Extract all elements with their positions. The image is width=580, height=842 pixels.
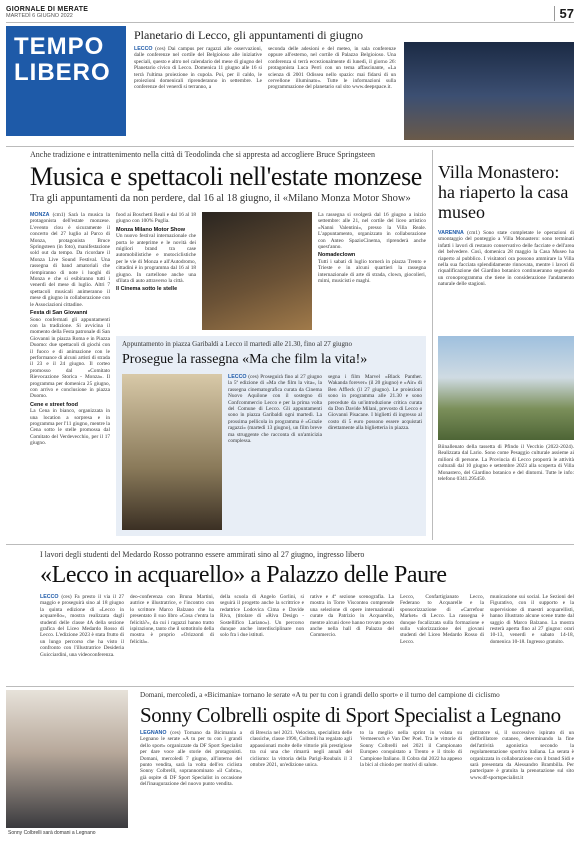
acquarello-col5: Lecco, Confartigianato Lecco, Federano to Acquarelle e la sponsorizzazione di «Carrefour Market» di Lecco. La rassegna è dunque focalizzata sulla formazione e sulla valorizzazione dei giovani studenti del Liceo Medardo Rosso di Lecco. — [400, 594, 484, 645]
acquarello-headline: «Lecco in acquarello» a Palazzo delle Paure — [40, 562, 447, 588]
cinema-poster — [122, 374, 222, 530]
cinema-kicker: LECCO — [228, 374, 247, 380]
cinema-strap: Appuntamento in piazza Garibaldi a Lecco il martedì alle 21.30, fino al 27 giugno — [122, 340, 352, 348]
acquarello-col3: della scuola di Angelo Gorlini, si seguirà il progetto anche la scrittrice e redattrice Lodovica Cima e Davide Riva, (titolare di «Riva Design - Sostellifico Lariano»). Un percorso dunque anche interdisciplinare non solo fra i due istituti. — [220, 594, 304, 639]
monza-col1 — [30, 212, 110, 532]
masthead-name: GIORNALE DI MERATE — [6, 6, 89, 13]
monza-sub-motor: Monza Milano Motor Show — [116, 226, 186, 233]
monza-text2: food ai Boschetti Reali e dal 16 al 18 giugno con 100% Puglia. — [116, 212, 196, 225]
cinema-text1: (ces) Proseguirà fino al 27 giugno la 5ª edizione di «Ma che film la vita», la rassegna cinematografica curata da Cinema Nuovo Aquilone con il sostegno di Confcommercio Lecco e per la prima volta del Comune di Lecco. Gli appuntamenti sono in piazza Garibaldi ogni martedì. La prossima pellicola in programma è «Grazie ragazzi» (martedì 13 giugno), un film breve ma struggente che racconta di un'amicizia complessa. — [228, 374, 322, 445]
acquarello-col6: municazione sui social. Le Sezioni del Figurativo, con il supporto e la supervisione di maestri acquarellisti, hanno illustrato alcune scene tratte dal saggio di Marco Balzano. La mostra resterà aperta fino al 27 giugno: orari 10-13, venerdì e sabato 14-18, domenica 10-18. Ingresso gratuito. — [490, 594, 574, 645]
masthead-date: MARTEDÌ 6 GIUGNO 2022 — [6, 13, 73, 19]
colbrelli-col2: di Brescia nel 2021. Velocista, specialista delle classiche, classe 1990, Colbrelli ha regalato agli appassionati molte delle vittorie più prestigiose tra cui una che rimarrà negli annali del ciclismo: la vittoria della Parigi-Roubaix il 3 ottobre 2021, un'edizione unica. — [250, 730, 352, 769]
villa-caption: Biinallenato della tassetta di Pfindo il Vecchio (2022-2024). Realizzata dal Lario. Sono come Pesaggio culturale assieme ai milioni di persone. La Provincia di Lecco proporrà le attività culturali dal 10 giugno e settembre 2023 alla scoperta di Villa Monastero, del Giardino botanico e del dintorni. Tutte le info: telefono 0341.295450. — [438, 444, 574, 483]
section-label-line1: TEMPO — [14, 33, 105, 60]
monza-text3: La rassegna si svolgerà dal 16 giugno a inizio settembre: alle 21, nel cortile del liceo artistico «Nanni Valentini», presso la Villa Reale. L'appuntamento, organizzato in collaborazione con Anteo SpazioCinema, riprenderà anche quest'anno. — [318, 212, 426, 251]
monza-text2b: Un nuovo festival internazionale che porta le anteprime e le novità dei migliori brand tra case automobilistiche e motociclistiche per le vie di Monza e all'Autodromo, cittadini è in programma dal 16 al 18 giugno. In cartellone anche una sfilata di auto attraverso la città. — [116, 233, 196, 285]
monza-col3 — [318, 212, 426, 332]
monza-text1: (cm1) Sarà la musica la protagonista dell'estate monzese. L'evento clou è sicuramente il concerto del 27 luglio al Parco di Monza, protagonista Bruce Springsteen (in foto), manifestazione sold out da tempo. Da ricordare il Monza Live Sound Festival. Una rassegna di band amatoriali che riempiranno di note i luoghi di Monza e che si esibiranno tutti i venerdì del mese di luglio. Altri 7 spettacoli musicali animeranno il mese di giugno in collaborazione con le Associazioni cittadine. — [30, 212, 110, 308]
monza-headline: Musica e spettacoli nell'estate monzese — [30, 162, 422, 191]
colbrelli-text1: (ces) Tornano da Bicimania a Legnano le serate «A tu per tu con i grandi dello sport» organizzate da DF Sport Specialist per dare voce alle storie dei protagonisti. Domani, mercoledì 7 giugno, all'interno del punto vendita, sarà la volta dell'ex ciclista Sonny Colbrelli, soprannominato «il Cobra», già ospite di DF Sport Specialist in occasione dell'inaugurazione del nuovo punto vendita. — [140, 730, 242, 788]
acquarello-strap: I lavori degli studenti del Medardo Rosso potranno essere ammirati sino al 27 giugno, ingresso libero — [40, 550, 365, 559]
villa-col — [438, 230, 574, 332]
cinema-col1 — [228, 374, 322, 532]
monza-text1c: La Cena in bianco, organizzata in una location a sorpresa e in programma per l'11 giugno, mentre la Cena sotto le stelle promossa dal Comitato del Verdevecchio, per il 17 giugno. — [30, 408, 110, 447]
monza-text3b: Tutti i sabati di luglio tornerà in piazza Trento e Trieste e in alcuni quartieri la rassegna internazionale di arte di strada, clown, giocolieri, mimi, musicisti e maghi. — [318, 258, 426, 285]
planetario-headline: Planetario di Lecco, gli appuntamenti di giugno — [134, 28, 363, 42]
cinema-headline: Prosegue la rassegna «Ma che film la vita!» — [122, 352, 368, 367]
section-rule-1 — [6, 146, 574, 147]
villa-photo — [438, 336, 574, 440]
villa-headline: Villa Monastero: ha riaperto la casa museo — [438, 162, 569, 222]
acquarello-col4: rative e 4ª sezione scenografia. La mostra in Torre Viscontea comprende una selezione di opere internazionali curate da Patrizio in Acquarello, mentre alcuni dove hanno trovato posto anche nella hall di Palazzo del Commercio. — [310, 594, 394, 639]
villa-kicker: VARENNA — [438, 230, 464, 236]
colbrelli-strap: Domani, mercoledì, a «Bicimania» tornano le serate «A tu per tu con i grandi dello sport» e il turno del campione di ciclismo — [140, 691, 500, 699]
colbrelli-col4: gistratore si, il successivo ispirato di un defibrillatore cutaneo, determinando la fine dell'attività agonistica secondo la regolamentazione sportiva italiana. La serata è organizzata in collaborazione con il brand Sidi e sarà presentata da Alessandro Brambilla. Per partecipare è gratuita la prenotazione sul sito www.df-sportspecialist.it — [470, 730, 574, 781]
planetario-text1: (ces) Dai campus per ragazzi alle osservazioni, dalle conferenze nel cortile del Belgioioso alle iniziative speciali, questo e altro nel calendario del mese di giugno del Planetario civico di Lecco. Domenica 11 giugno alle 16 si terrà l'ultima proiezione in cupola. Poi, per il caldo, le proiezioni domenicali riprenderanno in settembre. Le conferenze del venerdì si terranno, a — [134, 46, 262, 91]
monza-deck: Tra gli appuntamenti da non perdere, dal 16 al 18 giugno, il «Milano Monza Motor Show» — [30, 193, 411, 204]
villa-text: (cm1) Sono state completate le operazioni di smontaggio del ponteggio a Villa Monastero: sono terminati infatti i lavori di restauro conservativo delle facciate e dell'area del belvedere. Così, domenica 28 maggio la Casa Museo ha riaperto al pubblico. I visitatori ora possono ammirare la Villa nella sua facciata splendidamente rinnovata, mentre i lavori di riqualificazione del Giardino botanico continueranno seguendo un cronoprogramma che tiene in considerazione l'andamento naturale delle stagioni. — [438, 230, 574, 288]
planetario-photo — [404, 42, 574, 140]
colbrelli-caption: Sonny Colbrelli sarà domani a Legnano — [8, 830, 96, 836]
section-rule-2 — [6, 544, 574, 545]
monza-sub-cene: Cene e street food — [30, 401, 78, 408]
colbrelli-photo — [6, 690, 128, 828]
planetario-kicker: LECCO — [134, 46, 153, 52]
villa-divider — [432, 150, 433, 540]
masthead-rule — [6, 22, 574, 23]
colbrelli-headline: Sonny Colbrelli ospite di Sport Specialist a Legnano — [140, 703, 561, 727]
colbrelli-kicker: LEGNANO — [140, 730, 167, 736]
monza-strap: Anche tradizione e intrattenimento nella città di Teodolinda che si appresta ad accogliere Bruce Springsteen — [30, 150, 375, 159]
planetario-col1 — [134, 46, 262, 136]
monza-col2 — [116, 212, 196, 332]
monza-sub-cinema: Il Cinema sotto le stelle — [116, 286, 178, 293]
cinema-col2: segna i film Marvel «Black Panther. Wakanda forever» (il 20 giugno) e «Air» di Ben Affleck (il 27 giugno). Le proiezioni sono in programma alle 21.30 e sono precedute da un'introduzione critica curata da Don Davide Milani, prevosto di Lecco e Giovanni Pisacane. I biglietti di ingresso al costo di 5 euro possono essere acquistati direttamente alla biglietteria in piazza. — [328, 374, 422, 432]
acquarello-col2: deo-conferenza con Bruna Martini, autrice e illustratrice, e l'incontro con lo scrittore Marco Balzano che ha presentato il suo libro «Cosa c'entra la felicità?», da cui i ragazzi hanno tratto ispirazione, tanto che il sottotitolo della mostra è proprio «Orizzonti di felicità». — [130, 594, 214, 645]
planetario-col2: seconda delle adesioni e del meteo, in sala conferenze oppure all'esterno, nel cortile di Palazzo Belgioioso. Una conferenza si terrà eccezionalmente di lunedì, il giorno 26: protagonista Luca Perri con un tema affascinante, «La scienza di 2001 Odissea nello spazio: mai fidarsi di un cervellone illuminato». Tutte le informazioni sulla programmazione del planetario sul sito www.deepspace.it. — [268, 46, 396, 91]
monza-sub-festa: Festa di San Giovanni — [30, 310, 88, 317]
colbrelli-col3: to la meglio nella sprint in volata su Vermeersch e Van Der Poel. Tra le vittorie di Sonny Colbrelli nel 2021 il Campionato Europeo conquistato a Trento e il titolo di Campione Italiano. Il Cobra dal 2022 ha appeso la bici al chiodo per motivi di salute. — [360, 730, 462, 769]
masthead — [6, 6, 574, 20]
section-label-line2: LIBERO — [14, 59, 111, 86]
section-label — [6, 26, 126, 136]
springsteen-photo — [202, 212, 312, 330]
monza-kicker: MONZA — [30, 212, 50, 218]
acquarello-col1 — [40, 594, 124, 680]
acquarello-kicker: LECCO — [40, 594, 59, 600]
monza-sub-nomade: Nomadeclown — [318, 252, 356, 259]
page-number: 57 — [554, 6, 574, 21]
acquarello-text1: (ces) Fa presto il via il 27 maggio e proseguirà sino al 18 giugno la quinta edizione di «Lecco in acquarello», mostra realizzata dagli studenti delle classe 4A della sezione grafica del Liceo Medardo Rosso di Lecco. L'edizione 2023 è stata frutto di un lungo percorso che ha visto il confronto con l'illustratrice Desideria Guicciardini, una videoconferenza. — [40, 594, 124, 658]
monza-text1b: Sono confermati gli appuntamenti con la tradizione. Si avvicina il momento della Festa patronale di San Giovanni in piazza Roma e in Piazza Duomo: due spettacoli di giochi con il fuoco e di animazione con le performance di alcuni artisti di strada il 23 e il 24 giugno. Il corteo promosso dal «Comitato Rievocazione Storica - Monza». Il programma per domenica 25 giugno, con arrivo e conclusione in piazza Duomo. — [30, 316, 110, 400]
colbrelli-col1 — [140, 730, 242, 836]
section-rule-3 — [6, 686, 574, 687]
